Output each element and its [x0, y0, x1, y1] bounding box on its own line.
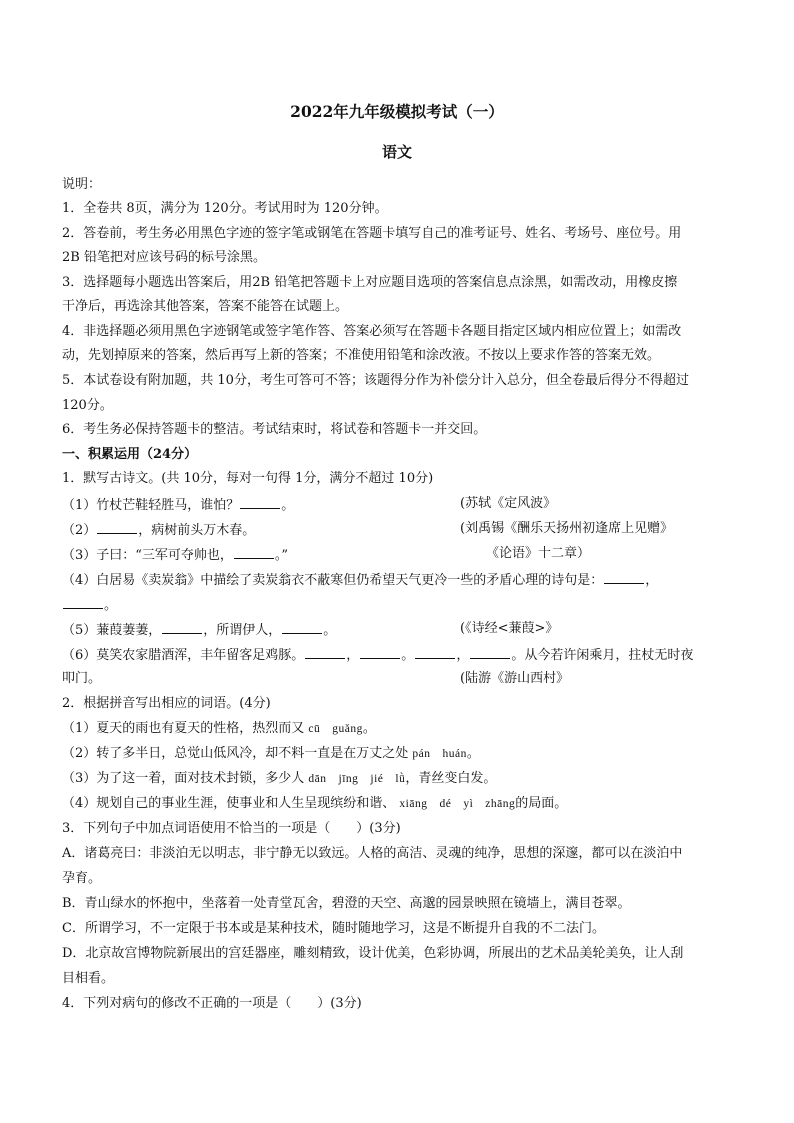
instruction-line: 6．考生务必保持答题卡的整洁。考试结束时，将试卷和答题卡一并交回。 [62, 422, 487, 437]
subject-title: 语文 [381, 143, 412, 161]
q1-item-6-source: (陆游《游山西村》 [460, 671, 570, 686]
q2-item-1-text: （1）夏天的雨也有夏天的性格，热烈而又 [62, 721, 305, 736]
instruction-line: 动，先划掉原来的答案，然后再写上新的答案；不准使用铅笔和涂改液。不按以上要求作答的答案无效。 [62, 348, 661, 363]
q3-option-c[interactable]: C．所谓学习，不一定限于书本或是某种技术，随时随地学习，这是不断提升自我的不二法门。 [62, 921, 605, 936]
q1-item-6-sep: ， [346, 648, 360, 663]
q3-option-a[interactable]: A．诸葛亮曰：非淡泊无以明志，非宁静无以致远。人格的高洁、灵魂的纯净，思想的深邃，都可以在淡泊中 [62, 846, 683, 861]
q3-stem: 3．下列句子中加点词语使用不恰当的一项是（ ）(3分) [62, 821, 401, 836]
answer-blank[interactable] [282, 620, 322, 634]
q1-item-6-cont: 叩门。 [62, 671, 102, 686]
instruction-line: 5．本试卷设有附加题，共 10分，考生可答可不答；该题得分作为补偿分计入总分，但全卷最后得分不得超过 [62, 373, 689, 388]
answer-blank[interactable] [97, 520, 137, 534]
q2-item-1 [62, 720, 738, 738]
q1-stem: 1．默写古诗文。(共 10分，每对一句得 1分，满分不超过 10分) [62, 471, 434, 486]
q1-item-4-text: （4）白居易《卖炭翁》中描绘了卖炭翁衣不蔽寒但仍希望天气更冷一些的矛盾心理的诗句是： [62, 573, 604, 588]
q1-item-1-end: 。 [281, 498, 295, 513]
q1-item-4 [62, 570, 738, 590]
q1-item-6-sep: ， [456, 648, 470, 663]
q3-option-a-cont: 孕育。 [62, 871, 102, 886]
instruction-line: 3．选择题每小题选出答案后，用2B 铅笔把答题卡上对应题目选项的答案信息点涂黑，如需改动，用橡皮擦 [62, 275, 678, 290]
q2-item-2-text: （2）转了多半日，总觉山低风冷，却不料一直是在万丈之处 [62, 746, 409, 761]
q1-item-5-mid: ，所谓伊人， [203, 623, 282, 638]
q1-item-5-text: （5）蒹葭萋萋， [62, 623, 162, 638]
q4-stem: 4．下列对病句的修改不正确的一项是（ ）(3分) [62, 996, 362, 1011]
answer-blank[interactable] [360, 645, 400, 659]
q1-item-2-end: ，病树前头万木春。 [138, 523, 256, 538]
q2-item-3-end: ，青丝变白发。 [405, 771, 497, 786]
q1-item-3 [62, 545, 738, 565]
q1-item-3-text: （3）子曰：“三军可夺帅也， [62, 548, 233, 563]
answer-blank[interactable] [162, 620, 202, 634]
q1-item-1 [62, 495, 738, 515]
q2-item-1-end: 。 [362, 721, 376, 736]
answer-blank[interactable] [234, 545, 274, 559]
q1-item-5-source: (《诗经<蒹葭>》 [460, 621, 559, 636]
q2-item-2 [62, 745, 738, 763]
instruction-line: 120分。 [62, 398, 113, 413]
q1-item-6-tail: 。从今若许闲乘月，拄杖无时夜 [511, 648, 694, 663]
q3-option-d[interactable]: D．北京故宫博物院新展出的宫廷器座，雕刻精致，设计优美，色彩协调，所展出的艺术品美轮美奂，让人刮 [62, 946, 684, 961]
instruction-line: 1．全卷共 8页，满分为 120分。考试用时为 120分钟。 [62, 201, 388, 216]
q1-item-3-source: 《论语》十二章） [486, 546, 591, 561]
q1-item-6 [62, 645, 738, 665]
answer-blank[interactable] [305, 645, 345, 659]
instruction-line: 2B 铅笔把对应该号码的标号涂黑。 [62, 250, 266, 265]
instruction-line: 2．答卷前，考生务必用黑色字迹的签字笔或钢笔在答题卡填写自己的准考证号、姓名、考场号、座位号。用 [62, 226, 682, 241]
q1-item-6-sep: 。 [401, 648, 415, 663]
q2-item-4-end: 的局面。 [515, 796, 568, 811]
q2-item-3 [62, 770, 738, 788]
instructions-label: 说明： [62, 177, 102, 192]
q1-item-5 [62, 620, 738, 640]
q1-item-2-text: （2） [62, 523, 97, 538]
q1-item-1-text: （1）竹杖芒鞋轻胜马，谁怕？ [62, 498, 240, 513]
q1-item-4-sep: ， [645, 573, 659, 588]
q2-item-1-pinyin: cū guǎng [308, 723, 363, 735]
q2-item-4-pinyin: xiāng dé yì zhāng [399, 798, 516, 810]
q3-option-d-cont: 目相看。 [62, 971, 115, 986]
q2-item-3-text: （3）为了这一着，面对技术封锁，多少人 [62, 771, 305, 786]
answer-blank[interactable] [240, 495, 280, 509]
q2-stem: 2．根据拼音写出相应的词语。(4分) [62, 696, 271, 711]
q1-item-1-source: (苏轼《定风波》 [460, 496, 557, 511]
q2-item-2-pinyin: pán huán [412, 748, 467, 760]
answer-blank[interactable] [63, 595, 103, 609]
instruction-line: 干净后，再选涂其他答案，答案不能答在试题上。 [62, 299, 349, 314]
q1-item-3-end: 。” [274, 548, 289, 563]
q2-item-2-end: 。 [466, 746, 480, 761]
q1-item-6-text: （6）莫笑农家腊酒浑，丰年留客足鸡豚。 [62, 648, 305, 663]
instruction-line: 4．非选择题必须用黑色字迹钢笔或签字笔作答、答案必须写在答题卡各题目指定区域内相应位置上；如需改 [62, 324, 682, 339]
q1-item-4-end: 。 [104, 598, 118, 613]
q1-item-4-cont [62, 595, 738, 615]
exam-title: 2022年九年级模拟考试（一） [290, 102, 504, 121]
q3-option-b[interactable]: B．青山绿水的怀抱中，坐落着一处青堂瓦舍，碧澄的天空、高邈的园景映照在镜墙上，满目苍翠。 [62, 896, 631, 911]
answer-blank[interactable] [415, 645, 455, 659]
q2-item-3-pinyin: dān jīng jié lǜ [308, 773, 406, 785]
answer-blank[interactable] [470, 645, 510, 659]
q1-item-2-source: (刘禹锡《酬乐天扬州初逢席上见赠》 [460, 521, 674, 536]
q1-item-5-end: 。 [323, 623, 337, 638]
section-heading: 一、积累运用（24分） [62, 447, 198, 462]
q2-item-4-text: （4）规划自己的事业生涯，使事业和人生呈现缤纷和谐、 [62, 796, 396, 811]
answer-blank[interactable] [604, 570, 644, 584]
q2-item-4 [62, 795, 738, 813]
